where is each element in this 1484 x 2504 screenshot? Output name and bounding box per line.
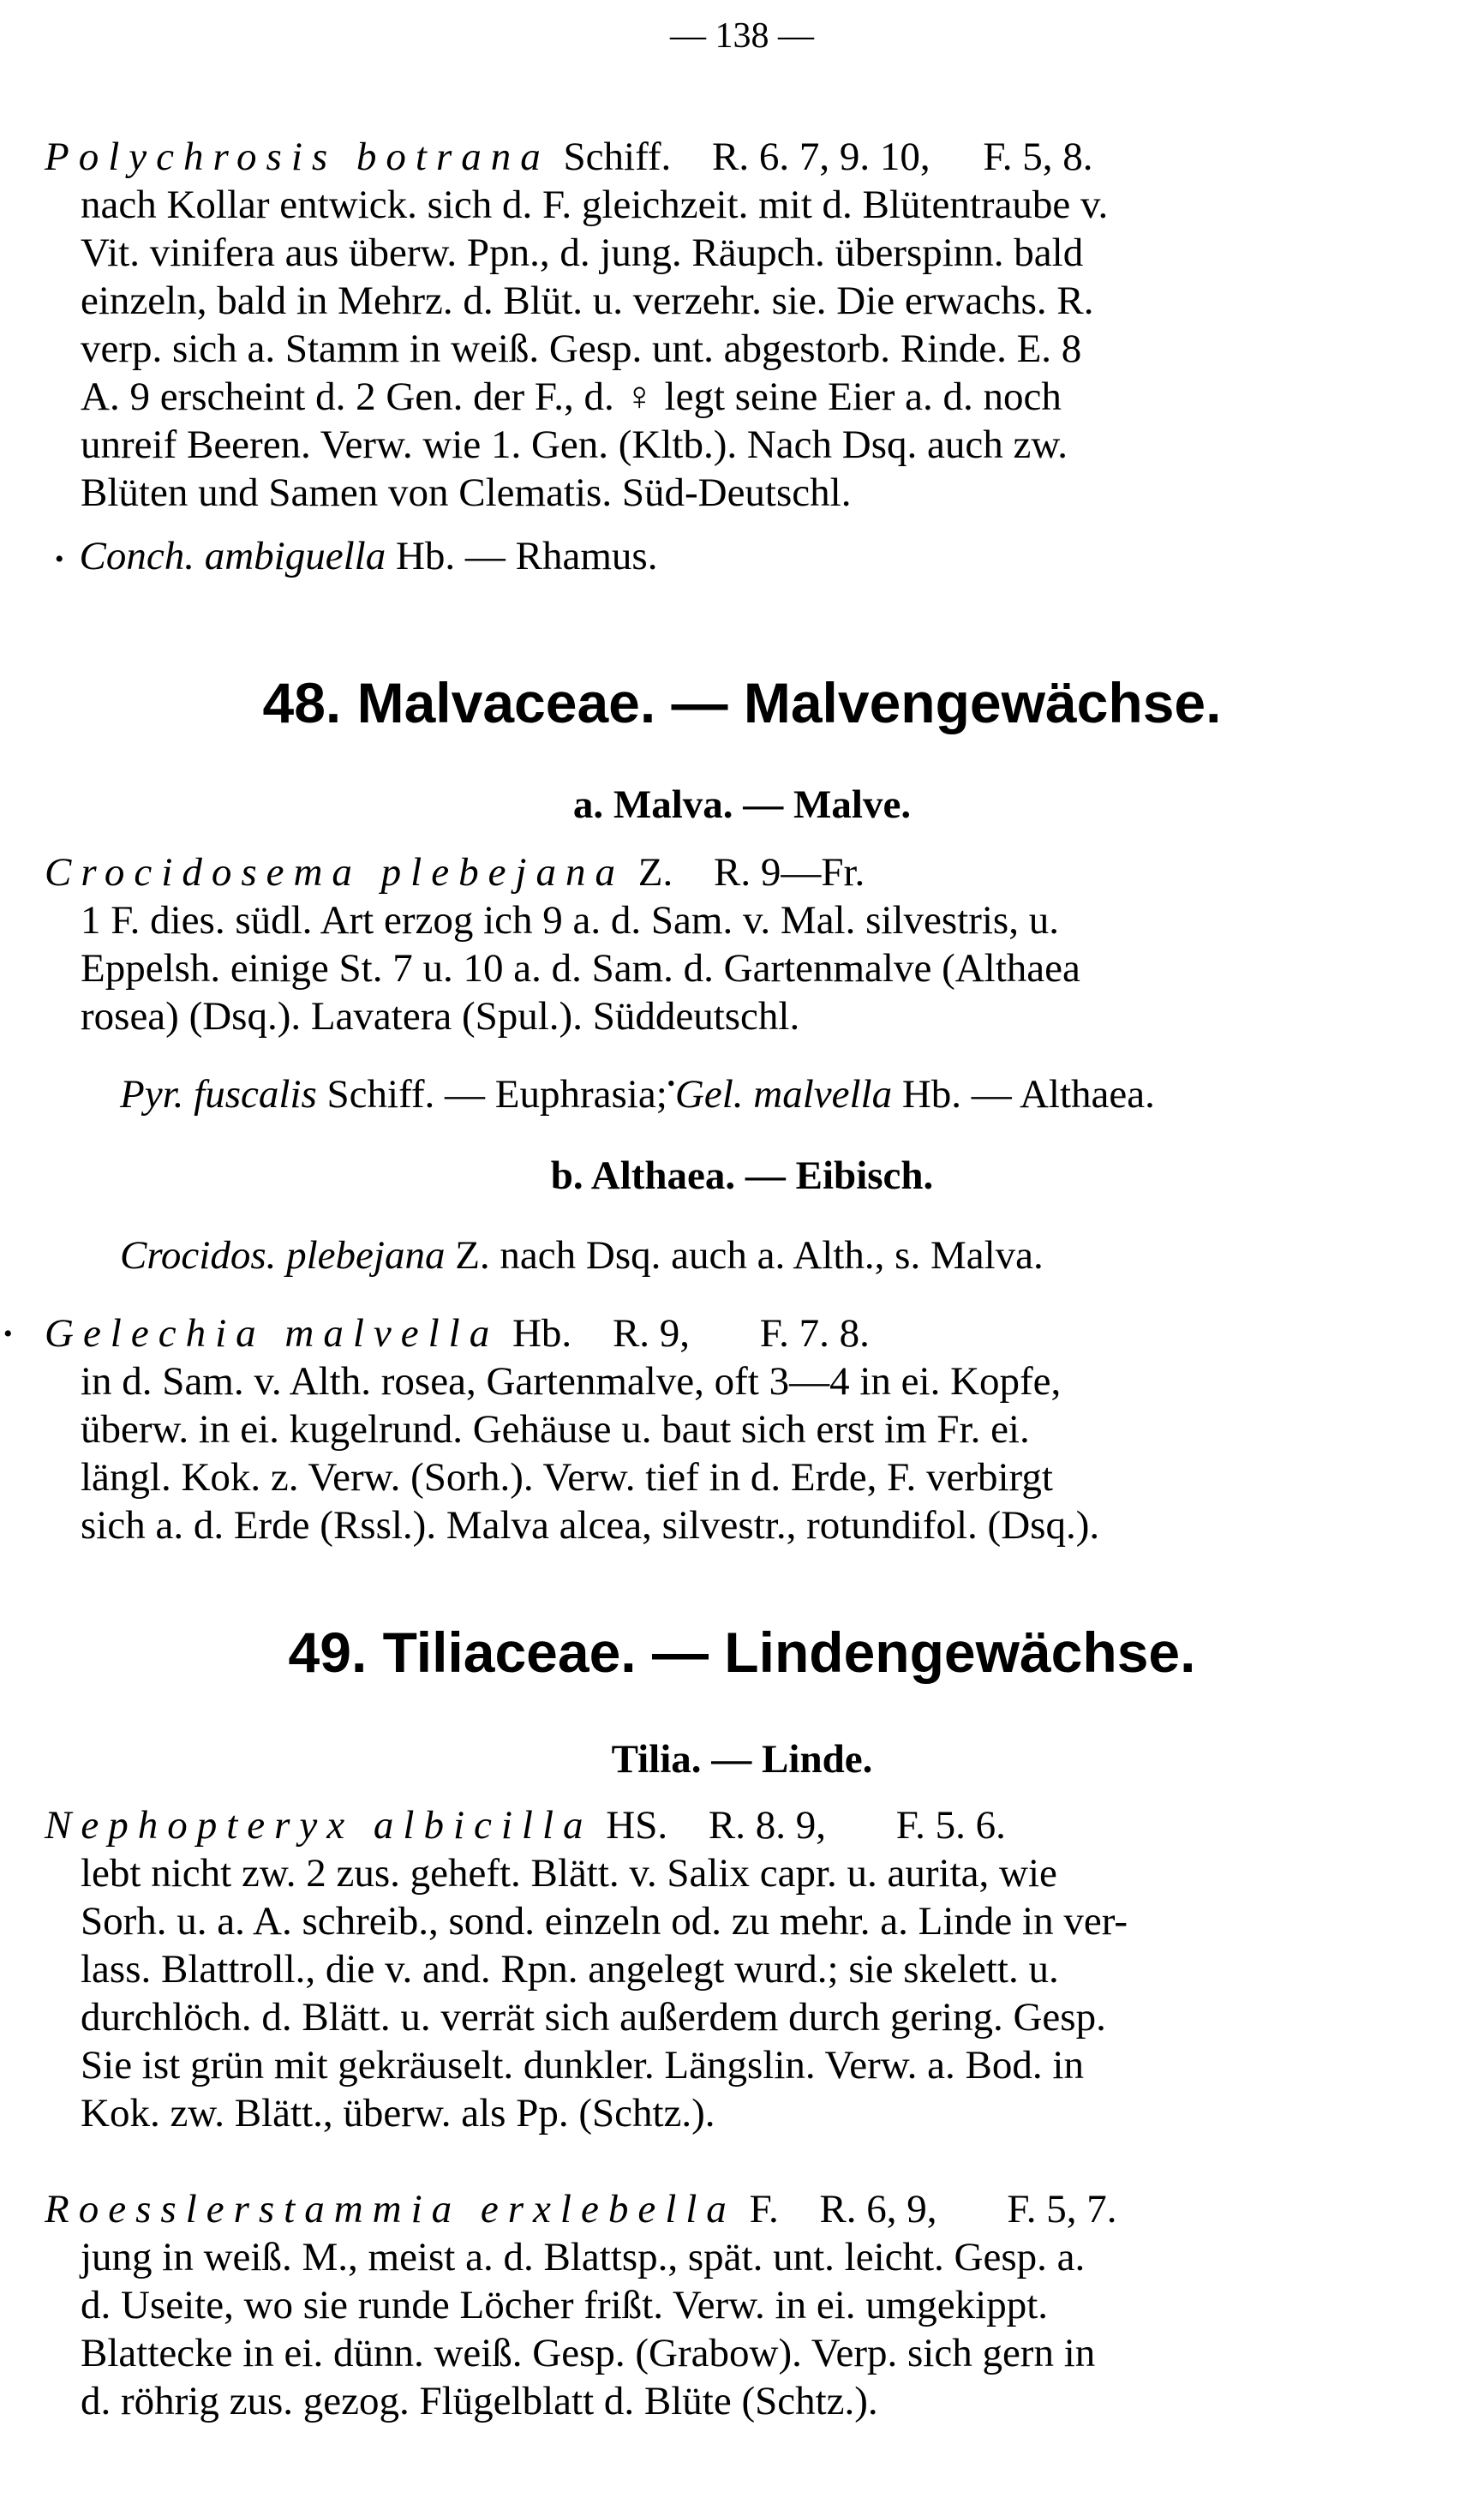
note-text: Schiff. — Euphrasia; bbox=[326, 1072, 667, 1117]
family-heading-48: 48. Malvaceae. — Malvengewächse. bbox=[262, 671, 1222, 734]
species-name: Gelechia malvella bbox=[45, 1311, 500, 1356]
text-line: einzeln, bald in Mehrz. d. Blüt. u. verzehr. sie. Die erwachs. R. bbox=[81, 279, 1094, 323]
bullet-mark: • bbox=[55, 545, 64, 574]
entry-description bbox=[81, 1849, 1433, 2137]
species-name: Roesslerstammia erxlebella bbox=[45, 2187, 736, 2231]
species-author: Schiff. bbox=[563, 135, 672, 179]
note-text: Hb. — Althaea. bbox=[901, 1072, 1155, 1117]
species-author: F. bbox=[749, 2187, 779, 2231]
text-line: verp. sich a. Stamm in weiß. Gesp. unt. abgestorb. Rinde. E. 8 bbox=[81, 326, 1082, 371]
entry-heading bbox=[45, 133, 1433, 181]
text-line: in d. Sam. v. Alth. rosea, Gartenmalve, oft 3—4 in ei. Kopfe, bbox=[81, 1359, 1062, 1404]
subheading-malva: a. Malva. — Malve. bbox=[572, 782, 912, 827]
note-species: Conch. ambiguella bbox=[79, 534, 386, 578]
text-line: durchlöch. d. Blätt. u. verrät sich außerdem durch gering. Gesp. bbox=[81, 1995, 1106, 2040]
species-author: Z. bbox=[637, 850, 673, 895]
species-author: HS. bbox=[606, 1803, 668, 1848]
note-text: Hb. — Rhamus. bbox=[395, 534, 658, 578]
text-line: sich a. d. Erde (Rssl.). Malva alcea, silvestr., rotundifol. (Dsq.). bbox=[81, 1503, 1100, 1548]
text-line: Eppelsh. einige St. 7 u. 10 a. d. Sam. d. Gartenmalve (Althaea bbox=[81, 946, 1080, 991]
text-line: Sie ist grün mit gekräuselt. dunkler. Längslin. Verw. a. Bod. in bbox=[81, 2043, 1084, 2088]
flight-f: F. 7. 8. bbox=[759, 1311, 870, 1356]
subheading-tilia: Tilia. — Linde. bbox=[611, 1737, 873, 1782]
flight-f: F. 5, 8. bbox=[983, 135, 1093, 179]
entry-polychrosis-botrana bbox=[45, 133, 1433, 517]
text-line: lebt nicht zw. 2 zus. geheft. Blätt. v. Salix capr. u. aurita, wie bbox=[81, 1851, 1057, 1896]
entry-gelechia-malvella bbox=[45, 1309, 1433, 1549]
bullet-mark: • bbox=[667, 1071, 675, 1096]
entry-heading bbox=[45, 1309, 1433, 1357]
text-line: 1 F. dies. südl. Art erzog ich 9 a. d. Sam. v. Mal. silvestris, u. bbox=[81, 898, 1059, 943]
bullet-mark: • bbox=[3, 1320, 13, 1348]
flight-r: R. 8. 9, bbox=[708, 1803, 826, 1848]
note-species: Gel. malvella bbox=[674, 1072, 893, 1117]
text-line: d. Useite, wo sie runde Löcher frißt. Verw. in ei. umgekippt. bbox=[81, 2283, 1049, 2327]
text-line: nach Kollar entwick. sich d. F. gleichzeit. mit d. Blütentraube v. bbox=[81, 183, 1109, 227]
family-heading-49: 49. Tiliaceae. — Lindengewächse. bbox=[288, 1620, 1196, 1684]
flight-r: R. 6. 7, 9. 10, bbox=[712, 135, 930, 179]
note-conch-ambiguella bbox=[55, 533, 657, 579]
text-line: lass. Blattroll., die v. and. Rpn. angelegt wurd.; sie skelett. u. bbox=[81, 1947, 1059, 1992]
flight-r: R. 9—Fr. bbox=[713, 850, 865, 895]
entry-description bbox=[81, 2233, 1433, 2425]
entry-crocidosema-plebejana bbox=[45, 848, 1433, 1040]
species-author: Hb. bbox=[512, 1311, 572, 1356]
text-line: A. 9 erscheint d. 2 Gen. der F., d. ♀ legt seine Eier a. d. noch bbox=[81, 374, 1062, 419]
note-crocidos-plebejana bbox=[120, 1232, 1044, 1279]
text-line: überw. in ei. kugelrund. Gehäuse u. baut sich erst im Fr. ei. bbox=[81, 1407, 1030, 1452]
flight-r: R. 9, bbox=[612, 1311, 691, 1356]
entry-heading bbox=[45, 848, 1433, 896]
entry-nephopteryx-albicilla bbox=[45, 1801, 1433, 2137]
page-number: — 138 — bbox=[670, 16, 814, 56]
text-line: d. röhrig zus. gezog. Flügelblatt d. Blüte (Schtz.). bbox=[81, 2379, 878, 2423]
text-line: rosea) (Dsq.). Lavatera (Spul.). Süddeutschl. bbox=[81, 994, 800, 1039]
entry-roesslerstammia-erxlebella bbox=[45, 2185, 1433, 2425]
note-species: Pyr. fuscalis bbox=[120, 1072, 317, 1117]
text-line: Blüten und Samen von Clematis. Süd-Deutschl. bbox=[81, 470, 852, 515]
flight-f: F. 5, 7. bbox=[1007, 2187, 1117, 2231]
species-name: Polychrosis botrana bbox=[45, 135, 550, 179]
flight-f: F. 5. 6. bbox=[895, 1803, 1006, 1848]
text-line: Vit. vinifera aus überw. Ppn., d. jung. Räupch. überspinn. bald bbox=[81, 231, 1084, 275]
note-pyr-fuscalis bbox=[120, 1071, 1155, 1117]
entry-heading bbox=[45, 2185, 1433, 2233]
text-line: längl. Kok. z. Verw. (Sorh.). Verw. tief in d. Erde, F. verbirgt bbox=[81, 1455, 1053, 1500]
note-text: Z. nach Dsq. auch a. Alth., s. Malva. bbox=[455, 1233, 1044, 1278]
species-name: Crocidosema plebejana bbox=[45, 850, 625, 895]
entry-description bbox=[81, 896, 1433, 1040]
flight-r: R. 6, 9, bbox=[819, 2187, 937, 2231]
text-line: jung in weiß. M., meist a. d. Blattsp., spät. unt. leicht. Gesp. a. bbox=[81, 2235, 1086, 2279]
text-line: Kok. zw. Blätt., überw. als Pp. (Schtz.). bbox=[81, 2091, 715, 2136]
text-line: unreif Beeren. Verw. wie 1. Gen. (Kltb.). Nach Dsq. auch zw. bbox=[81, 422, 1068, 467]
entry-description bbox=[81, 1357, 1433, 1549]
subheading-althaea: b. Althaea. — Eibisch. bbox=[550, 1153, 934, 1198]
entry-description bbox=[81, 181, 1433, 517]
species-name: Nephopteryx albicilla bbox=[45, 1803, 593, 1848]
text-line: Blattecke in ei. dünn. weiß. Gesp. (Grabow). Verp. sich gern in bbox=[81, 2331, 1096, 2375]
entry-heading bbox=[45, 1801, 1433, 1849]
note-species: Crocidos. plebejana bbox=[120, 1233, 446, 1278]
text-line: Sorh. u. a. A. schreib., sond. einzeln od. zu mehr. a. Linde in ver- bbox=[81, 1899, 1128, 1944]
